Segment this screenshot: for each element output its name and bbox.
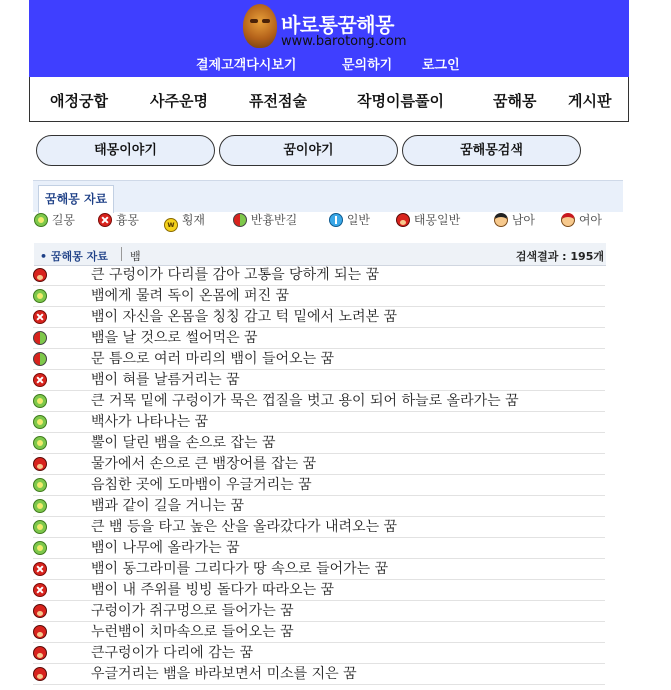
list-item[interactable] [33,517,605,538]
site-title: 바로통꿈해몽 [281,13,394,37]
bad-omen-icon [33,373,47,387]
bad-omen-icon [33,562,47,576]
pregnancy-general-icon [33,268,47,282]
good-omen-icon [34,213,48,227]
pregnancy-general-icon [33,457,47,471]
good-omen-icon [33,499,47,513]
search-query: 뱀 [130,250,141,263]
dream-title-link[interactable]: 큰 구렁이가 다리를 감아 고통을 당하게 되는 꿈 [91,267,380,283]
nav-compatibility[interactable]: 애정궁합 [50,92,108,110]
dream-title-link[interactable]: 물가에서 손으로 큰 뱀장어를 잡는 꿈 [91,456,317,472]
good-omen-icon [33,436,47,450]
dream-title-link[interactable]: 뿔이 달린 뱀을 손으로 잡는 꿈 [91,435,276,451]
divider [121,247,122,261]
list-item[interactable] [33,412,605,433]
girl-icon [561,213,575,227]
paid-customer-review-link[interactable]: 결제고객다시보기 [196,58,297,73]
omen-legend [34,212,634,228]
list-item[interactable] [33,622,605,643]
inquiry-link[interactable]: 문의하기 [342,58,393,73]
pregnancy-general-icon [33,625,47,639]
list-item[interactable] [33,349,605,370]
list-item[interactable] [33,475,605,496]
top-links [29,54,629,72]
list-item[interactable] [33,601,605,622]
site-header [29,0,629,77]
list-item[interactable] [33,265,605,286]
nav-fusion-divination[interactable]: 퓨전점술 [249,92,307,110]
pregnancy-general-icon [33,667,47,681]
bad-omen-icon [98,213,112,227]
login-link[interactable]: 로그인 [422,58,460,73]
tab-dream-story[interactable]: 꿈이야기 [219,135,398,166]
legend-boy: 남아 [494,212,535,228]
tab-pregnancy-dream[interactable]: 태몽이야기 [36,135,215,166]
list-item[interactable] [33,559,605,580]
dream-title-link[interactable]: 구렁이가 쥐구멍으로 들어가는 꿈 [91,603,294,619]
dream-title-link[interactable]: 우글거리는 뱀을 바라보면서 미소를 지은 꿈 [91,666,357,682]
good-omen-icon [33,520,47,534]
half-good-half-bad-icon [33,352,47,366]
windfall-icon: w [164,218,178,232]
legend-good: 길몽 [34,212,75,228]
dream-title-link[interactable]: 뱀을 날 것으로 썰어먹은 꿈 [91,330,258,346]
pregnancy-general-icon [33,604,47,618]
result-list [33,265,605,685]
nav-fortune[interactable]: 사주운명 [150,92,208,110]
dream-title-link[interactable]: 뱀이 내 주위를 빙빙 돌다가 따라오는 꿈 [91,582,335,598]
pregnancy-general-icon [396,213,410,227]
list-item[interactable] [33,433,605,454]
list-item[interactable] [33,328,605,349]
good-omen-icon [33,415,47,429]
legend-half: 반흉반길 [233,212,297,228]
bad-omen-icon [33,583,47,597]
dream-title-link[interactable]: 뱀이 혀를 날름거리는 꿈 [91,372,240,388]
list-item[interactable] [33,307,605,328]
dream-title-link[interactable]: 뱀이 동그라미를 그리다가 땅 속으로 들어가는 꿈 [91,561,389,577]
legend-girl: 여아 [561,212,602,228]
boy-icon [494,213,508,227]
dream-title-link[interactable]: 큰 거목 밑에 구렁이가 묵은 껍질을 벗고 용이 되어 하늘로 올라가는 꿈 [91,393,519,409]
dream-title-link[interactable]: 큰 뱀 등을 타고 높은 산을 올라갔다가 내려오는 꿈 [91,519,398,535]
list-item[interactable] [33,454,605,475]
tab-dream-data[interactable]: 꿈해몽 자료 [38,185,114,213]
pregnancy-general-icon [33,646,47,660]
dream-title-link[interactable]: 누런뱀이 치마속으로 들어오는 꿈 [91,624,294,640]
dream-title-link[interactable]: 백사가 나타나는 꿈 [91,414,209,430]
main-nav [29,77,629,122]
nav-dream-interpretation[interactable]: 꿈해몽 [493,92,537,110]
nav-board[interactable]: 게시판 [568,92,612,110]
section-bar [33,180,623,212]
dream-title-link[interactable]: 뱀이 자신을 온몸을 칭칭 감고 턱 밑에서 노려본 꿈 [91,309,398,325]
legend-bad: 흉몽 [98,212,139,228]
legend-pregnancy: 태몽일반 [396,212,460,228]
nav-naming[interactable]: 작명이름풀이 [357,92,444,110]
dream-title-link[interactable]: 뱀과 같이 길을 거니는 꿈 [91,498,245,514]
list-item[interactable] [33,538,605,559]
result-count: 검색결과 : 195개 [515,250,604,263]
list-item[interactable] [33,370,605,391]
dream-title-link[interactable]: 뱀에게 물려 독이 온몸에 퍼진 꿈 [91,288,290,304]
list-item[interactable] [33,496,605,517]
list-item[interactable] [33,643,605,664]
good-omen-icon [33,478,47,492]
dream-title-link[interactable]: 뱀이 나무에 올라가는 꿈 [91,540,240,556]
site-logo[interactable] [243,4,443,52]
legend-neutral: 일반 [329,212,370,228]
good-omen-icon [33,394,47,408]
half-good-half-bad-icon [33,331,47,345]
good-omen-icon [33,541,47,555]
mask-logo-icon [243,4,277,48]
result-header [34,243,606,266]
half-good-half-bad-icon [233,213,247,227]
list-item[interactable] [33,391,605,412]
tab-dream-search[interactable]: 꿈해몽검색 [402,135,581,166]
good-omen-icon [33,289,47,303]
list-item[interactable] [33,664,605,685]
dream-title-link[interactable]: 큰구렁이가 다리에 감는 꿈 [91,645,254,661]
dream-title-link[interactable]: 음침한 곳에 도마뱀이 우글거리는 꿈 [91,477,312,493]
dream-title-link[interactable]: 문 틈으로 여러 마리의 뱀이 들어오는 꿈 [91,351,335,367]
site-url: www.barotong.com [281,34,407,49]
neutral-icon [329,213,343,227]
legend-windfall: w 횡재 [164,212,205,232]
list-item[interactable] [33,286,605,307]
result-category: • 꿈해몽 자료 [40,250,108,263]
list-item[interactable] [33,580,605,601]
bad-omen-icon [33,310,47,324]
